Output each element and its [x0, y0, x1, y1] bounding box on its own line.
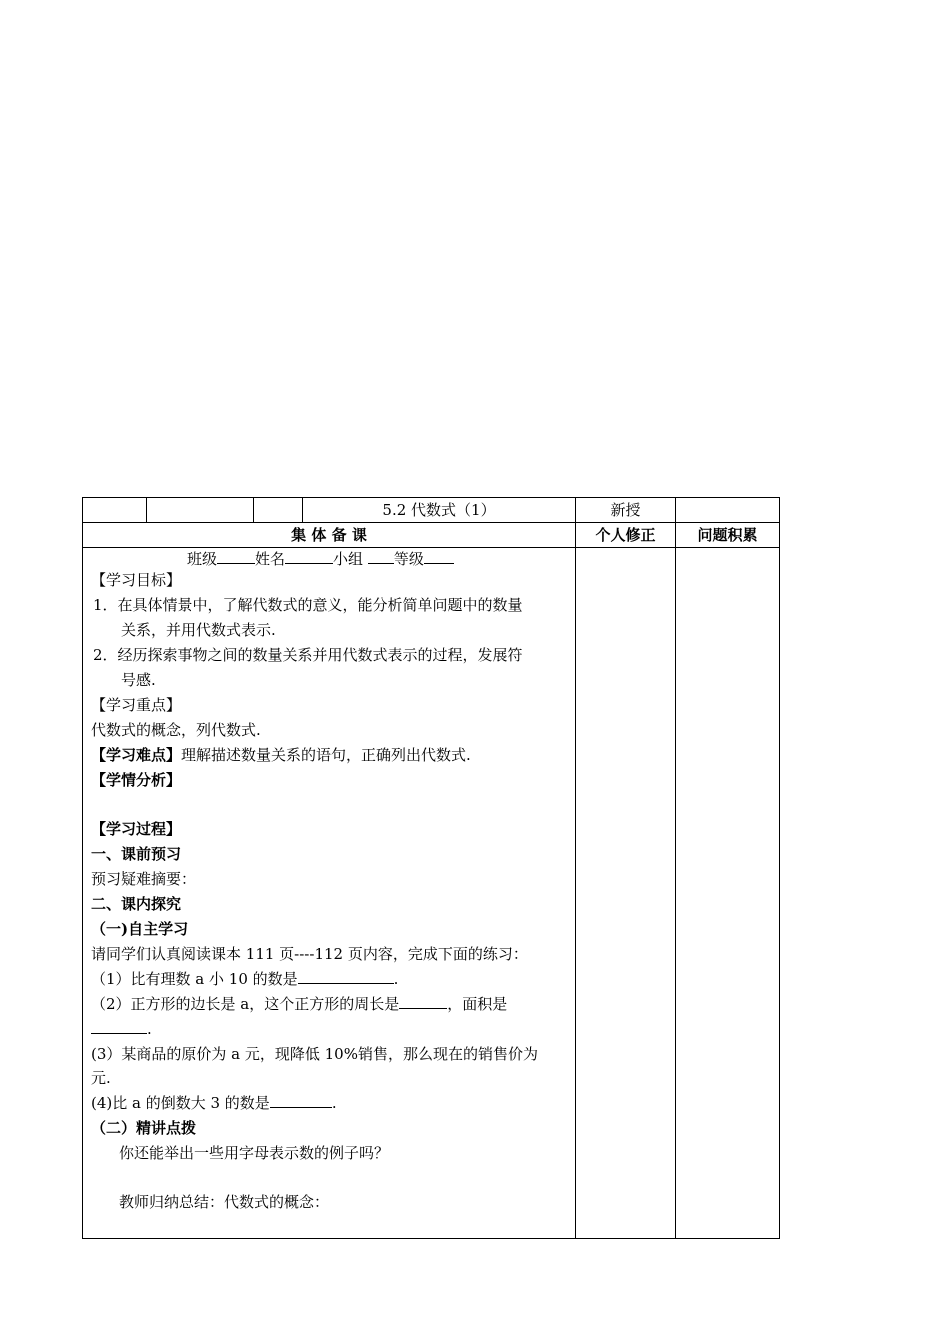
personal-revision-heading: 个人修正: [595, 526, 656, 544]
question-1-text: （1）比有理数 a 小 10 的数是: [91, 970, 298, 988]
objective-1b: 关系，并用代数式表示.: [121, 621, 276, 639]
objective-1a: 1．在具体情景中，了解代数式的意义，能分析简单问题中的数量: [93, 596, 523, 614]
name-label: 姓名: [255, 550, 286, 568]
group-blank[interactable]: [368, 547, 394, 564]
col-divider-main: [575, 498, 576, 1238]
class-blank[interactable]: [217, 547, 255, 564]
subsection-1-heading: （一)自主学习: [91, 920, 189, 938]
question-1-blank[interactable]: [298, 967, 394, 984]
subsection-2-heading: （二）精讲点拨: [91, 1119, 197, 1137]
analysis-heading: 【学情分析】: [91, 771, 182, 789]
lesson-type: 新授: [610, 501, 641, 519]
class-label: 班级: [187, 550, 218, 568]
section-2-heading: 二、课内探究: [91, 895, 182, 913]
question-3b: 元.: [91, 1069, 111, 1087]
group-label: 小组: [333, 550, 364, 568]
reading-instruction: 请同学们认真阅读课本 111 页----112 页内容，完成下面的练习：: [91, 945, 528, 963]
group-prep-heading: 集 体 备 课: [291, 526, 367, 544]
process-heading: 【学习过程】: [91, 820, 182, 838]
section-1-heading: 一、课前预习: [91, 845, 182, 863]
discussion-question: 你还能举出一些用字母表示数的例子吗？: [119, 1144, 390, 1162]
objectives-heading: 【学习目标】: [91, 571, 182, 589]
preview-summary: 预习疑难摘要：: [91, 870, 197, 888]
question-2-text-b: ，面积是: [447, 995, 508, 1013]
problem-accumulation-heading: 问题积累: [697, 526, 758, 544]
grade-blank[interactable]: [424, 547, 454, 564]
key-points-text: 代数式的概念，列代数式.: [91, 721, 261, 739]
name-blank[interactable]: [285, 547, 333, 564]
lesson-plan-table: [82, 497, 780, 1239]
key-points-heading: 【学习重点】: [91, 696, 182, 714]
objective-2a: 2．经历探索事物之间的数量关系并用代数式表示的过程，发展符: [93, 646, 523, 664]
col-divider-right: [675, 498, 676, 1238]
lesson-title: 5.2 代数式（1）: [382, 501, 496, 519]
question-2: [91, 992, 507, 1016]
question-3a: (3）某商品的原价为 a 元，现降低 10%销售，那么现在的销售价为: [91, 1045, 538, 1063]
col-divider-a: [146, 498, 147, 522]
teacher-summary: 教师归纳总结：代数式的概念：: [119, 1193, 330, 1211]
question-2-text-a: （2）正方形的边长是 a，这个正方形的周长是: [91, 995, 400, 1013]
question-1: [91, 967, 398, 991]
grade-label: 等级: [393, 550, 424, 568]
student-info-line: [187, 547, 454, 571]
objective-2b: 号感.: [121, 671, 156, 689]
question-2-blank-b[interactable]: [91, 1017, 147, 1034]
difficulty-line: [91, 743, 471, 767]
question-4-blank[interactable]: [270, 1091, 332, 1108]
question-2-end: .: [147, 1020, 152, 1038]
difficulty-heading: 【学习难点】: [91, 746, 182, 764]
col-divider-b: [253, 498, 254, 522]
question-4: [91, 1091, 337, 1115]
question-2-continued: [91, 1017, 152, 1041]
question-1-end: .: [393, 970, 399, 988]
question-4-text: (4)比 a 的倒数大 3 的数是: [91, 1094, 270, 1112]
difficulty-text: 理解描述数量关系的语句，正确列出代数式.: [181, 746, 471, 764]
question-2-blank-a[interactable]: [399, 992, 447, 1009]
question-4-end: .: [331, 1094, 337, 1112]
